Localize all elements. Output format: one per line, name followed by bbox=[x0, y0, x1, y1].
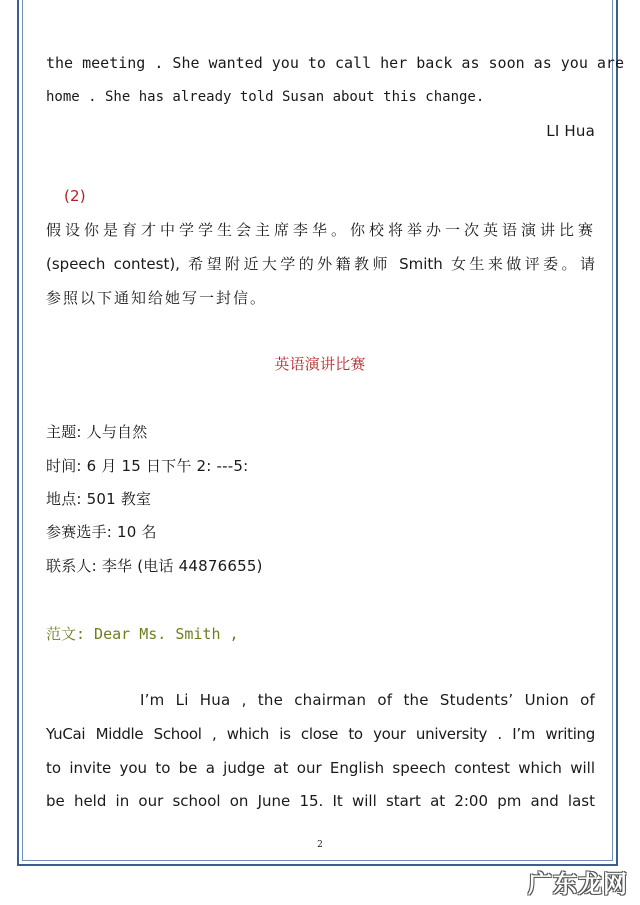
sample-line-1: I’m Li Hua , the chairman of the Students’ Union of bbox=[140, 691, 595, 709]
notice-item-contestants: 参赛选手: 10 名 bbox=[46, 523, 157, 541]
signature: LI Hua bbox=[546, 122, 595, 140]
notice-item-time: 时间: 6 月 15 日下午 2: ---5: bbox=[46, 457, 249, 475]
watermark-logo: 广东龙网 bbox=[528, 870, 628, 898]
notice-item-theme: 主题: 人与自然 bbox=[46, 423, 148, 441]
sample-line-2: YuCai Middle School , which is close to your university . I’m writing bbox=[46, 725, 595, 743]
prompt-line-1: 假设你是育才中学学生会主席李华。你校将举办一次英语演讲比赛 bbox=[46, 221, 595, 239]
notice-item-place: 地点: 501 教室 bbox=[46, 490, 152, 508]
notice-title: 英语演讲比赛 bbox=[274, 355, 366, 373]
page-number: 2 bbox=[317, 840, 323, 850]
letter-line-1: the meeting . She wanted you to call her back as soon as you are bbox=[46, 54, 624, 72]
letter-line-2: home . She has already told Susan about this change. bbox=[46, 89, 485, 105]
notice-item-contact: 联系人: 李华 (电话 44876655) bbox=[46, 557, 263, 575]
task-number: (2) bbox=[64, 187, 86, 205]
sample-line-4: be held in our school on June 15. It will start at 2:00 pm and last bbox=[46, 792, 595, 810]
prompt-line-2: (speech contest), 希望附近大学的外籍教师 Smith 女生来做评委。请 bbox=[46, 255, 595, 273]
sample-line-3: to invite you to be a judge at our English speech contest which will bbox=[46, 759, 595, 777]
prompt-line-3: 参照以下通知给她写一封信。 bbox=[46, 289, 268, 307]
sample-heading: 范文: Dear Ms. Smith , bbox=[46, 625, 239, 643]
